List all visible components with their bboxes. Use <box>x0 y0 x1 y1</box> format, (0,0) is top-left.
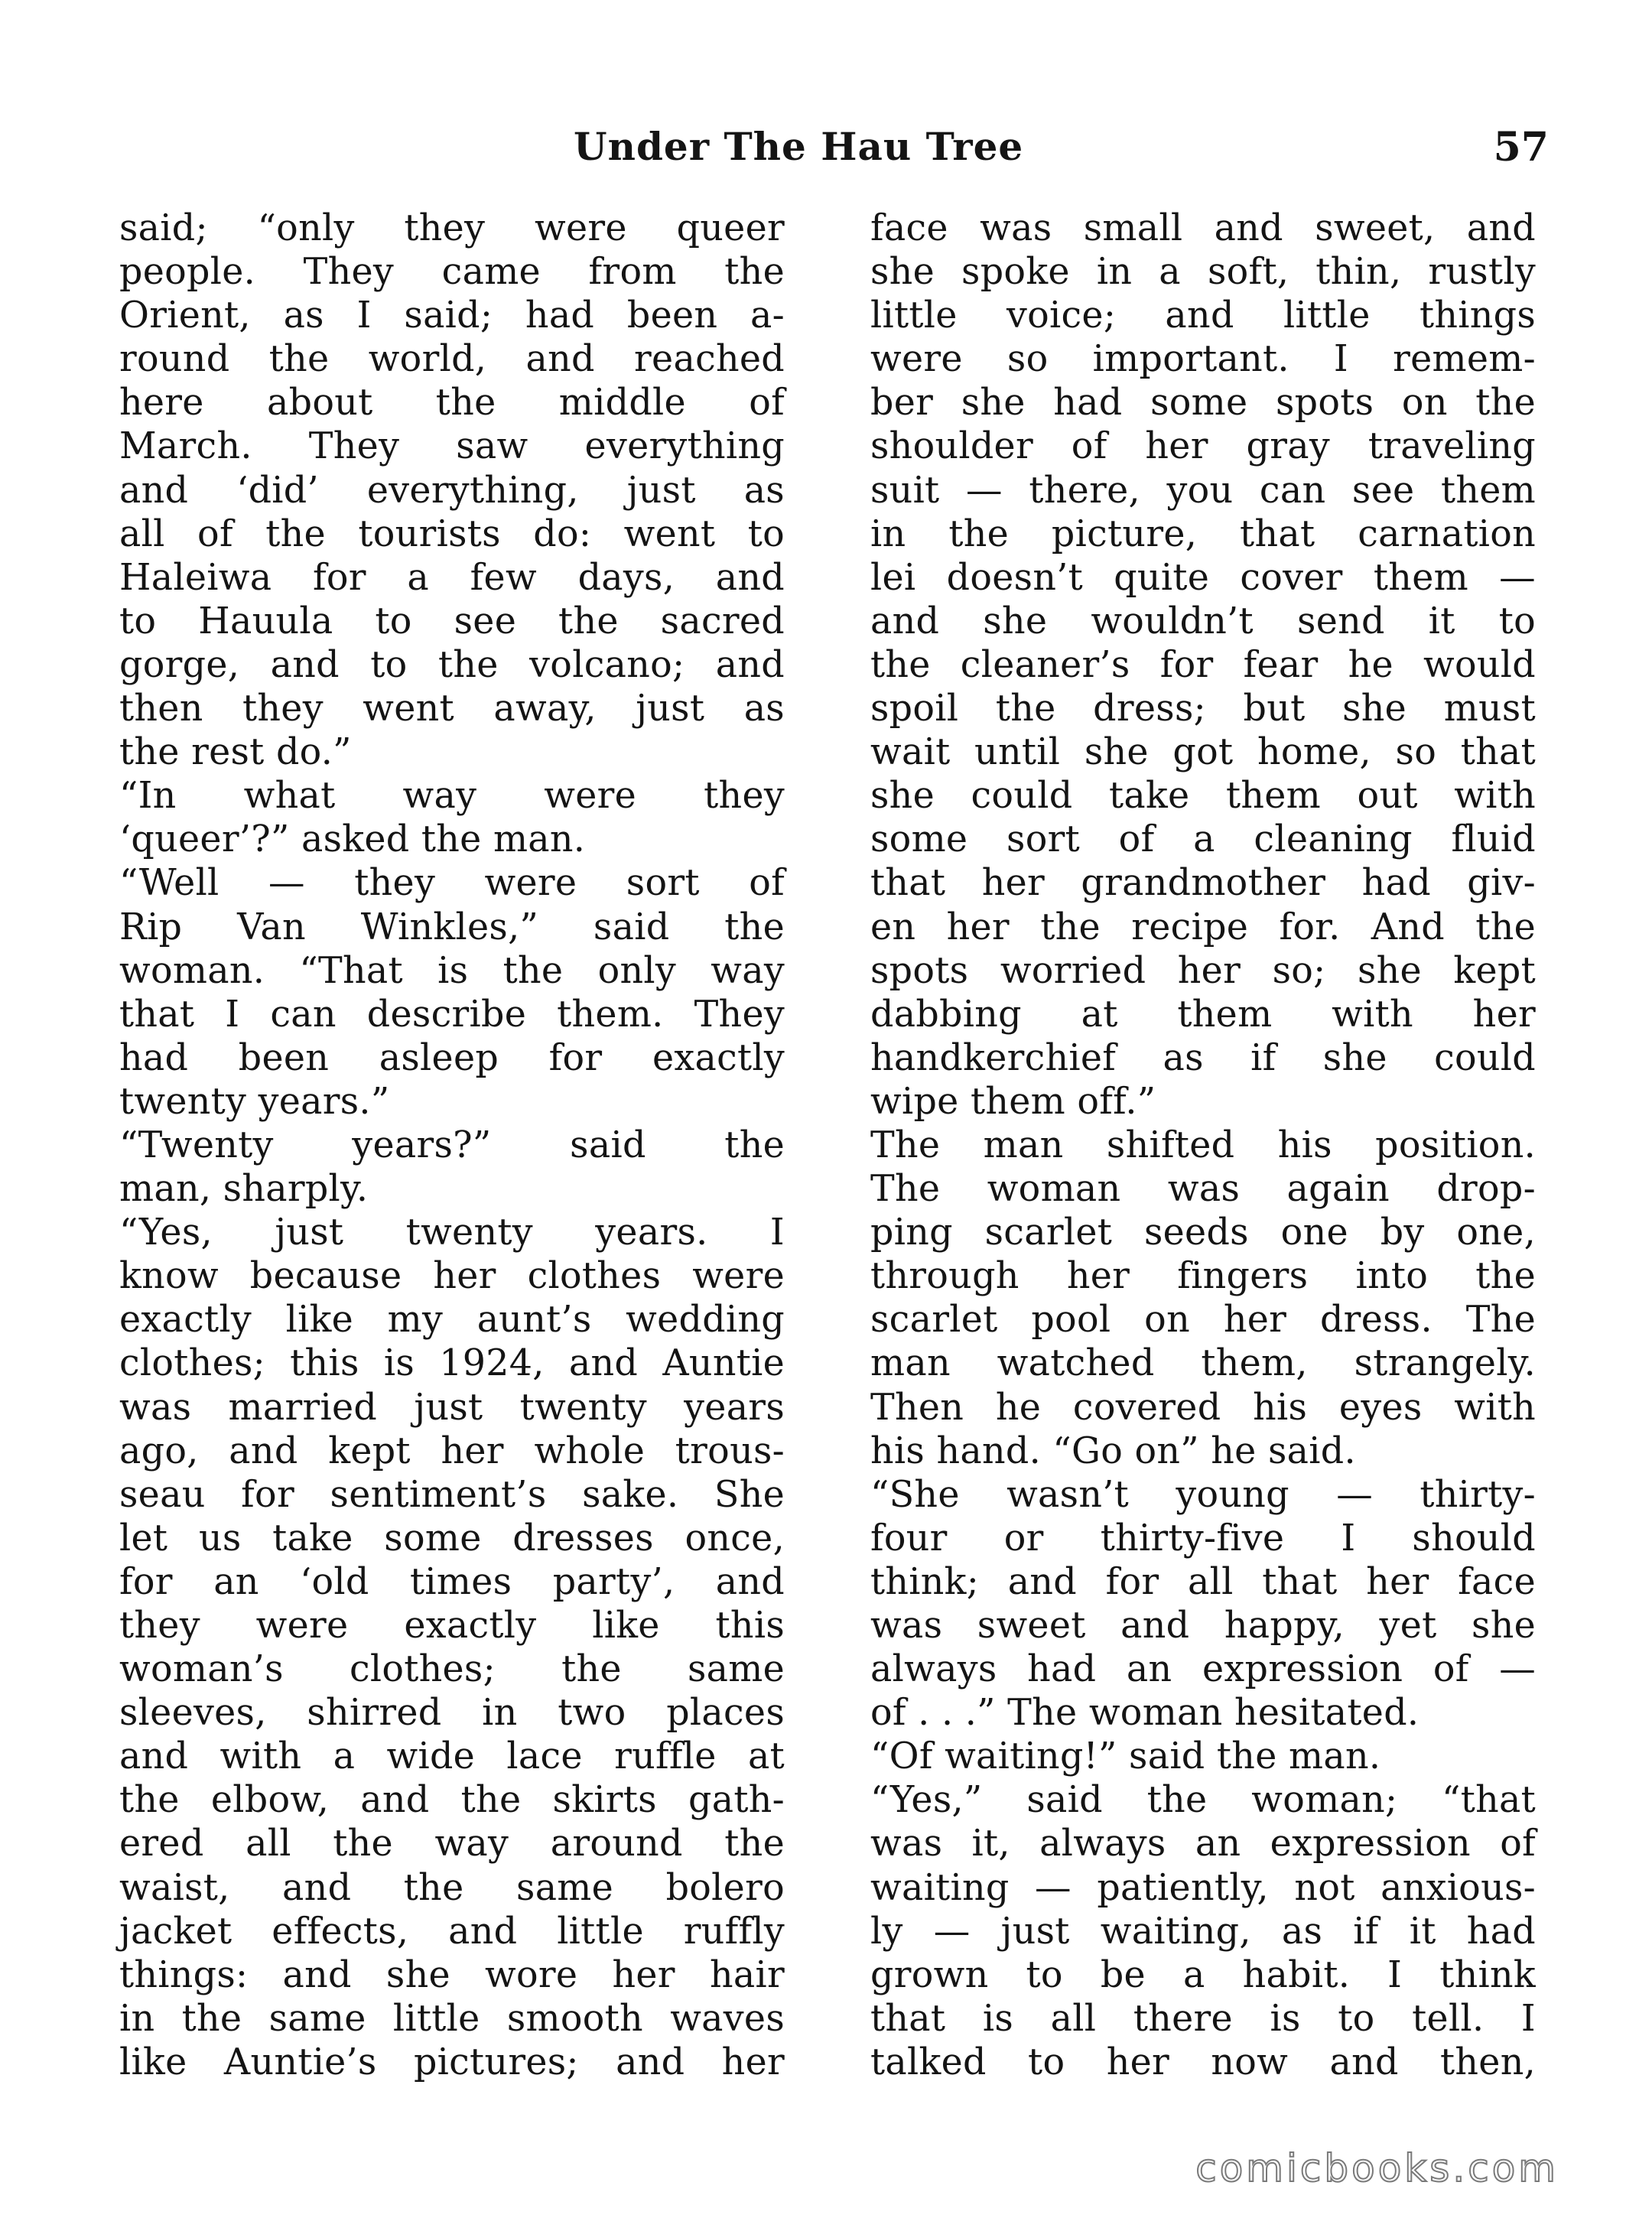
text-line: Haleiwa for a few days, and <box>119 556 785 599</box>
text-line: and ‘did’ everything, just as <box>119 469 785 512</box>
text-line: “Yes, just twenty years. I <box>119 1211 785 1254</box>
text-line: The man shifted his position. <box>870 1124 1536 1166</box>
text-line: said; “only they were queer <box>119 207 785 249</box>
text-line: people. They came from the <box>119 251 785 294</box>
text-line: through her fingers into the <box>870 1255 1536 1298</box>
text-line: shoulder of her gray traveling <box>870 425 1536 468</box>
text-line: talked to her now and then, <box>870 2041 1536 2083</box>
text-line: ber she had some spots on the <box>870 382 1536 424</box>
text-line: scarlet pool on her dress. The <box>870 1299 1536 1342</box>
text-line: four or thirty-five I should <box>870 1517 1536 1559</box>
text-line: was sweet and happy, yet she <box>870 1605 1536 1647</box>
page-number: 57 <box>1493 124 1549 171</box>
text-line: then they went away, just as <box>119 688 785 730</box>
text-line: were so important. I remem- <box>870 338 1536 381</box>
watermark: comicbooks.com <box>1195 2146 1559 2190</box>
text-line: exactly like my aunt’s wedding <box>119 1299 785 1342</box>
text-line: ly — just waiting, as if it had <box>870 1910 1536 1953</box>
text-line: face was small and sweet, and <box>870 207 1536 249</box>
text-line: jacket effects, and little ruffly <box>119 1910 785 1953</box>
text-line: Then he covered his eyes with <box>870 1386 1536 1429</box>
running-title: Under The Hau Tree <box>574 124 1024 169</box>
text-line: twenty years.” <box>119 1080 390 1123</box>
text-line: suit — there, you can see them <box>870 469 1536 512</box>
text-line: she spoke in a soft, thin, rustly <box>870 251 1536 294</box>
text-line: woman. “That is the only way <box>119 949 785 992</box>
text-line: his hand. “Go on” he said. <box>870 1429 1356 1472</box>
text-line: The woman was again drop- <box>870 1168 1536 1211</box>
text-line: and she wouldn’t send it to <box>870 600 1536 642</box>
text-line: they were exactly like this <box>119 1605 785 1647</box>
text-line: ‘queer’?” asked the man. <box>119 818 586 861</box>
text-line: think; and for all that her face <box>870 1560 1536 1603</box>
text-line: that I can describe them. They <box>119 993 785 1036</box>
text-line: that is all there is to tell. I <box>870 1997 1536 2040</box>
text-line: all of the tourists do: went to <box>119 512 785 555</box>
left-text-column <box>119 207 785 2084</box>
text-line: ered all the way around the <box>119 1823 785 1865</box>
text-line: ping scarlet seeds one by one, <box>870 1211 1536 1254</box>
text-line: round the world, and reached <box>119 338 785 381</box>
text-line: waiting — patiently, not anxious- <box>870 1866 1536 1909</box>
text-line: spots worried her so; she kept <box>870 949 1536 992</box>
text-line: always had an expression of — <box>870 1648 1536 1691</box>
text-line: “Well — they were sort of <box>119 862 785 905</box>
text-line: handkerchief as if she could <box>870 1036 1536 1079</box>
text-line: gorge, and to the volcano; and <box>119 643 785 686</box>
text-line: the cleaner’s for fear he would <box>870 643 1536 686</box>
text-line: had been asleep for exactly <box>119 1036 785 1079</box>
text-line: spoil the dress; but she must <box>870 688 1536 730</box>
text-line: of . . .” The woman hesitated. <box>870 1692 1419 1735</box>
text-line: some sort of a cleaning fluid <box>870 818 1536 861</box>
text-line: and with a wide lace ruffle at <box>119 1735 785 1778</box>
text-line: “In what way were they <box>119 775 785 818</box>
text-line: let us take some dresses once, <box>119 1517 785 1559</box>
running-header <box>115 124 1549 185</box>
text-line: that her grandmother had giv- <box>870 862 1536 905</box>
text-line: man, sharply. <box>119 1168 369 1211</box>
text-line: she could take them out with <box>870 775 1536 818</box>
text-line: dabbing at them with her <box>870 993 1536 1036</box>
text-line: was it, always an expression of <box>870 1823 1536 1865</box>
text-line: en her the recipe for. And the <box>870 906 1536 948</box>
text-line: “Yes,” said the woman; “that <box>870 1779 1536 1822</box>
text-line: woman’s clothes; the same <box>119 1648 785 1691</box>
text-line: like Auntie’s pictures; and her <box>119 2041 785 2083</box>
text-line: grown to be a habit. I think <box>870 1953 1536 1996</box>
text-line: know because her clothes were <box>119 1255 785 1298</box>
text-line: waist, and the same bolero <box>119 1866 785 1909</box>
text-line: lei doesn’t quite cover them — <box>870 556 1536 599</box>
text-line: was married just twenty years <box>119 1386 785 1429</box>
text-line: the elbow, and the skirts gath- <box>119 1779 785 1822</box>
text-line: man watched them, strangely. <box>870 1342 1536 1385</box>
text-line: things: and she wore her hair <box>119 1953 785 1996</box>
text-line: Rip Van Winkles,” said the <box>119 906 785 948</box>
text-line: “Twenty years?” said the <box>119 1124 785 1166</box>
text-line: wipe them off.” <box>870 1080 1156 1123</box>
text-line: sleeves, shirred in two places <box>119 1692 785 1735</box>
text-line: little voice; and little things <box>870 294 1536 337</box>
text-line: here about the middle of <box>119 382 785 424</box>
text-line: Orient, as I said; had been a- <box>119 294 785 337</box>
text-line: March. They saw everything <box>119 425 785 468</box>
text-line: in the picture, that carnation <box>870 512 1536 555</box>
text-line: wait until she got home, so that <box>870 731 1536 774</box>
text-line: to Hauula to see the sacred <box>119 600 785 642</box>
text-line: for an ‘old times party’, and <box>119 1560 785 1603</box>
text-line: in the same little smooth waves <box>119 1997 785 2040</box>
text-line: “She wasn’t young — thirty- <box>870 1473 1536 1516</box>
text-line: ago, and kept her whole trous- <box>119 1429 785 1472</box>
text-line: the rest do.” <box>119 731 352 774</box>
right-text-column <box>870 207 1536 2084</box>
text-line: clothes; this is 1924, and Auntie <box>119 1342 785 1385</box>
text-line: “Of waiting!” said the man. <box>870 1735 1381 1778</box>
text-line: seau for sentiment’s sake. She <box>119 1473 785 1516</box>
